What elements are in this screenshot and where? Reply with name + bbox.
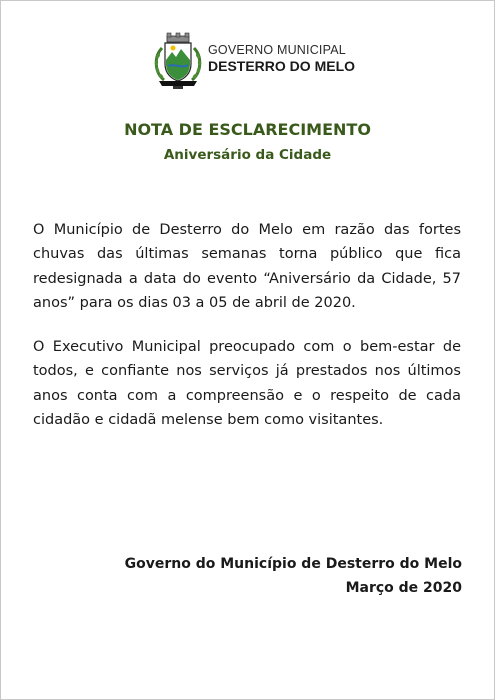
notice-body bbox=[33, 218, 461, 432]
org-name-line2: DESTERRO DO MELO bbox=[208, 58, 356, 74]
notice-title: NOTA DE ESCLARECIMENTO bbox=[124, 120, 371, 139]
notice-subtitle: Aniversário da Cidade bbox=[163, 147, 332, 163]
body-paragraph: O Executivo Municipal preocupado com o bem-estar de todos, e confiante nos serviços já prestados nos últimos anos conta com a compreensão e o respeito de cada cidadão e cidadã melense bem como visitantes. bbox=[33, 339, 461, 429]
signature-issuer: Governo do Município de Desterro do Melo bbox=[124, 556, 462, 572]
municipal-coat-of-arms-icon bbox=[148, 30, 208, 92]
signature-date: Março de 2020 bbox=[345, 580, 462, 596]
org-name-line1: GOVERNO MUNICIPAL bbox=[208, 43, 346, 57]
body-paragraph: O Município de Desterro do Melo em razão das fortes chuvas das últimas semanas torna público que fica redesignada a data do evento “Aniversário da Cidade, 57 anos” para os dias 03 a 05 de abril de 2020. bbox=[33, 222, 461, 311]
signature-block bbox=[125, 552, 462, 600]
letterhead bbox=[148, 30, 358, 92]
